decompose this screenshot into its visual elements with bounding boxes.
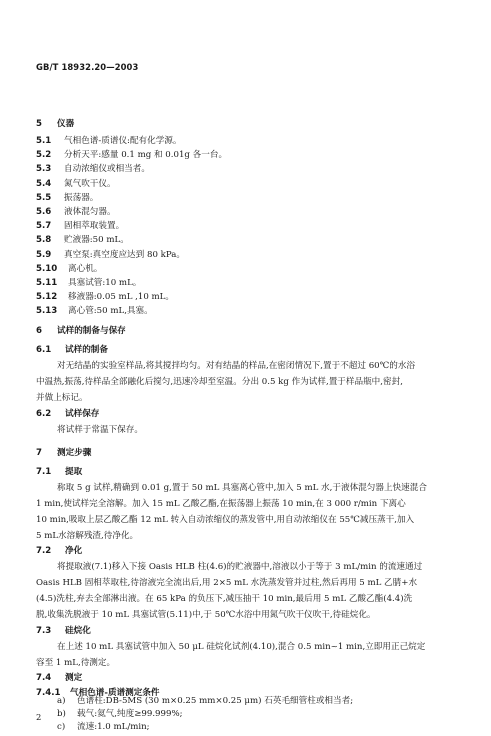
subsection-7-3-title: 硅烷化	[65, 626, 91, 636]
item-number: 5.13	[36, 306, 58, 317]
item-number: 5.9	[36, 249, 52, 260]
paragraph-line: 并做上标记。	[36, 393, 88, 403]
item-number: 5.8	[36, 235, 52, 246]
item-text: 贮液器:50 mL。	[64, 235, 129, 246]
item-number: 5.1	[36, 136, 52, 146]
list-marker: c)	[57, 722, 66, 732]
paragraph-line: 将试样于常温下保存。	[57, 425, 143, 435]
item-number: 5.11	[36, 278, 58, 288]
item-text: 氮气吹干仪。	[64, 178, 116, 189]
list-item-text: 流速:1.0 mL/min;	[77, 722, 150, 732]
paragraph-line: 将提取液(7.1)移入下接 Oasis HLB 柱(4.6)的贮液器中,溶液以小于等于 3 mL/min 的流速通过	[57, 562, 423, 572]
section-7-title: 测定步骤	[57, 448, 92, 458]
item-text: 振荡器。	[64, 192, 99, 203]
list-marker: b)	[57, 709, 66, 719]
subsection-6-2-title: 试样保存	[65, 409, 100, 419]
section-6-number: 6	[36, 326, 42, 336]
section-7-number: 7	[36, 448, 42, 458]
paragraph-line: 对无结晶的实验室样品,将其搅拌均匀。对有结晶的样品,在密闭情况下,置于不超过 60℃的水浴	[57, 361, 416, 371]
item-text: 固相萃取装置。	[64, 221, 125, 232]
section-5-number: 5	[36, 119, 42, 129]
subsection-6-1-title: 试样的制备	[65, 345, 108, 355]
item-number: 5.4	[36, 178, 52, 189]
item-number: 5.7	[36, 221, 52, 232]
standard-code: GB/T 18932.20—2003	[36, 62, 139, 72]
paragraph-line: 5 mL水溶解残渣,待净化。	[36, 531, 139, 541]
item-text: 分析天平:感量 0.1 mg 和 0.01g 各一台。	[64, 150, 228, 161]
item-text: 真空泵:真空度应达到 80 kPa。	[64, 249, 185, 260]
item-text: 移液器:0.05 mL ,10 mL。	[68, 292, 174, 303]
paragraph-line: 1 min,使试样完全溶解。加入 15 mL 乙酸乙酯,在振荡器上振荡 10 min,在 3 000 r/min 下离心	[36, 499, 406, 509]
section-5-title: 仪器	[57, 119, 75, 129]
subsection-7-2-title: 净化	[65, 546, 83, 556]
subsection-7-1-number: 7.1	[36, 467, 52, 477]
list-item-text: 色谱柱:DB-5MS (30 m×0.25 mm×0.25 μm) 石英毛细管柱或相当者;	[77, 696, 354, 706]
paragraph-line: 10 min,吸取上层乙酸乙酯 12 mL 转入自动浓缩仪的蒸发管中,用自动浓缩仪在 55℃减压蒸干,加入	[36, 515, 415, 525]
subsection-7-4-1-number: 7.4.1	[36, 688, 61, 698]
subsection-7-4-1-title: 气相色谱-质谱测定条件	[70, 688, 160, 698]
list-marker: a)	[57, 696, 66, 706]
subsection-7-2-number: 7.2	[36, 546, 52, 556]
subsection-7-3-number: 7.3	[36, 626, 52, 636]
subsection-7-1-title: 提取	[65, 467, 83, 477]
subsection-6-2-number: 6.2	[36, 409, 52, 419]
item-number: 5.3	[36, 164, 52, 175]
paragraph-line: (4.5)洗柱,弃去全部淋出液。在 65 kPa 的负压下,减压抽干 10 min,最后用 5 mL 乙酸乙酯(4.4)洗	[36, 594, 413, 604]
section-6-title: 试样的制备与保存	[57, 326, 126, 336]
subsection-7-4-title: 测定	[65, 673, 83, 683]
paragraph-line: 在上述 10 mL 具塞试管中加入 50 μL 硅烷化试剂(4.10),混合 0.5 min~1 min,立即用正己烷定	[57, 642, 426, 652]
paragraph-line: Oasis HLB 固相萃取柱,待溶液完全流出后,用 2×5 mL 水洗蒸发管并过柱,然后再用 5 mL 乙腈+水	[36, 578, 418, 588]
paragraph-line: 容至 1 mL,待测定。	[36, 658, 116, 668]
page-number: 2	[36, 712, 42, 722]
paragraph-line: 称取 5 g 试样,精确到 0.01 g,置于 50 mL 具塞离心管中,加入 5 mL 水,于液体混匀器上快速混合	[57, 483, 427, 493]
subsection-7-4-number: 7.4	[36, 673, 52, 683]
item-number: 5.12	[36, 292, 58, 303]
paragraph-line: 脱,收集洗脱液于 10 mL 具塞试管(5.11)中,于 50℃水浴中用氮气吹干仪吹干,待硅烷化。	[36, 610, 376, 620]
item-text: 具塞试管:10 mL。	[68, 278, 142, 288]
paragraph-line: 中温热,振荡,待样品全部融化后搅匀,迅速冷却至室温。分出 0.5 kg 作为试样,置于样品瓶中,密封,	[36, 377, 403, 387]
subsection-6-1-number: 6.1	[36, 345, 52, 355]
item-number: 5.2	[36, 150, 52, 161]
item-text: 离心机。	[68, 263, 103, 274]
item-text: 自动浓缩仪或相当者。	[64, 164, 150, 175]
item-number: 5.6	[36, 207, 52, 217]
item-text: 气相色谱-质谱仪:配有化学源。	[64, 136, 182, 146]
item-number: 5.5	[36, 192, 52, 203]
item-text: 离心管:50 mL,具塞。	[68, 306, 153, 317]
item-text: 液体混匀器。	[64, 207, 116, 217]
item-number: 5.10	[36, 263, 58, 274]
list-item-text: 载气:氦气,纯度≥99.999%;	[77, 709, 183, 719]
